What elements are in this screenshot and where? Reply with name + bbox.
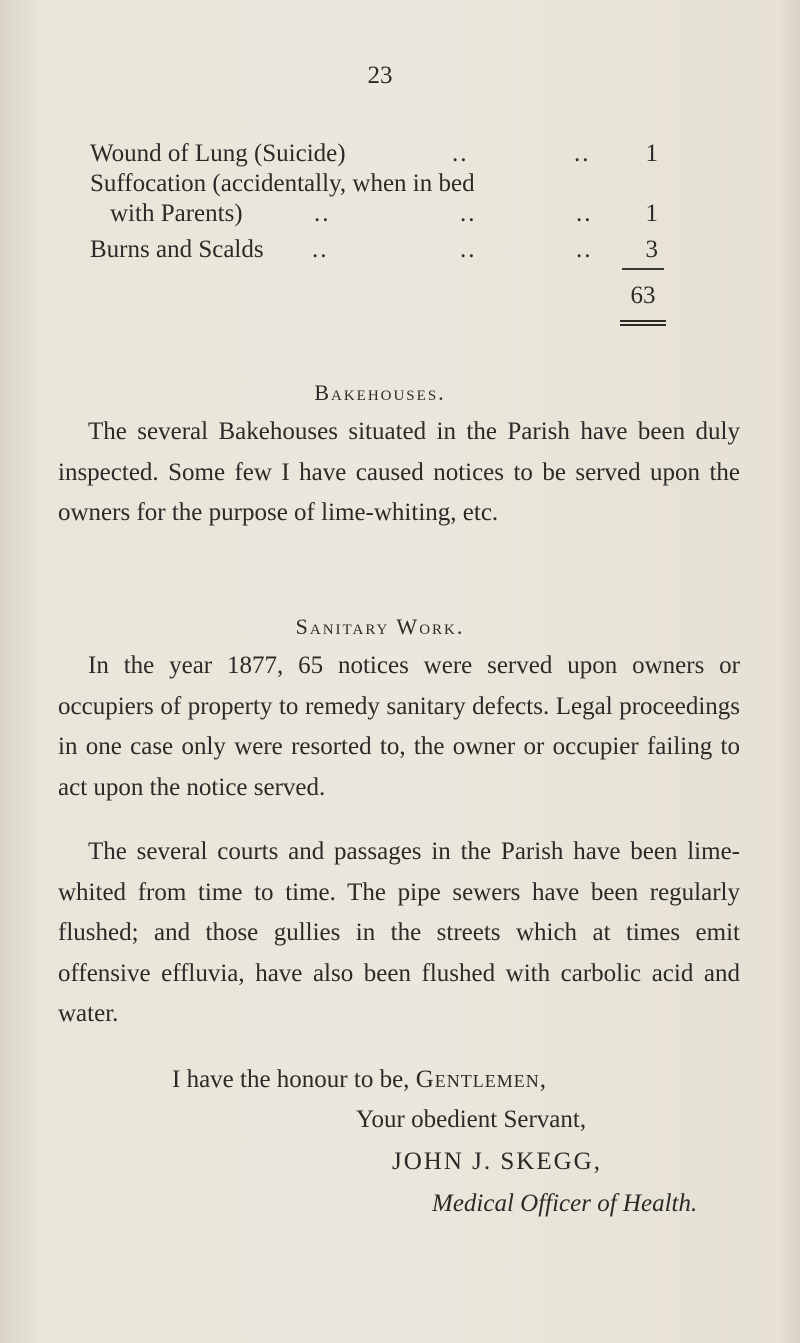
total-double-rule	[620, 320, 666, 322]
leader-dots: ..	[460, 236, 477, 263]
valediction: Your obedient Servant,	[356, 1106, 587, 1133]
leader-dots: ..	[452, 140, 469, 167]
leader-dots: ..	[314, 200, 331, 227]
leader-dots: ..	[574, 140, 591, 167]
sum-rule	[622, 268, 664, 270]
total-double-rule	[620, 324, 666, 326]
leader-dots: ..	[576, 236, 593, 263]
signatory-name: JOHN J. SKEGG,	[392, 1148, 602, 1175]
sanitary-work-paragraph-1: In the year 1877, 65 notices were served upon owners or occupiers of property to remedy sanitary defects. Legal proceedings in one case only were resorted to, the owner or occupier failing to act upon the notice served.	[58, 652, 740, 801]
cause-count: 1	[645, 140, 658, 167]
leader-dots: ..	[312, 236, 329, 263]
sanitary-work-paragraph-2: The several courts and passages in the Parish have been lime-whited from time to time. The pipe sewers have been regularly flushed; and those gullies in the streets which at times emit offensive effluvia, have also been flushed with carbolic acid and water.	[58, 838, 740, 1027]
list-item	[90, 236, 670, 264]
page-number: 23	[367, 62, 393, 89]
leader-dots: ..	[460, 200, 477, 227]
cause-label: Burns and Scalds	[90, 236, 264, 263]
cause-label: Suffocation (accidentally, when in bed	[90, 170, 475, 197]
cause-label: with Parents)	[110, 200, 243, 227]
leader-dots: ..	[576, 200, 593, 227]
salutation: Gentlemen,	[415, 1066, 547, 1093]
list-item-continuation	[110, 200, 670, 228]
section-heading-bakehouses: Bakehouses.	[314, 380, 446, 405]
total-count: 63	[630, 282, 656, 309]
closing-text: I have the honour to be,	[172, 1066, 410, 1093]
section-heading-sanitary-work: Sanitary Work.	[295, 614, 465, 639]
cause-label: Wound of Lung (Suicide)	[90, 140, 346, 167]
cause-count: 3	[645, 236, 658, 263]
list-item	[90, 140, 670, 168]
list-item	[90, 170, 670, 198]
cause-count: 1	[645, 200, 658, 227]
bakehouses-paragraph: The several Bakehouses situated in the Parish have been duly inspected. Some few I have caused notices to be served upon the owners for the purpose of lime-whiting, etc.	[58, 418, 740, 526]
closing-line	[172, 1066, 547, 1094]
signatory-title: Medical Officer of Health.	[432, 1190, 698, 1217]
